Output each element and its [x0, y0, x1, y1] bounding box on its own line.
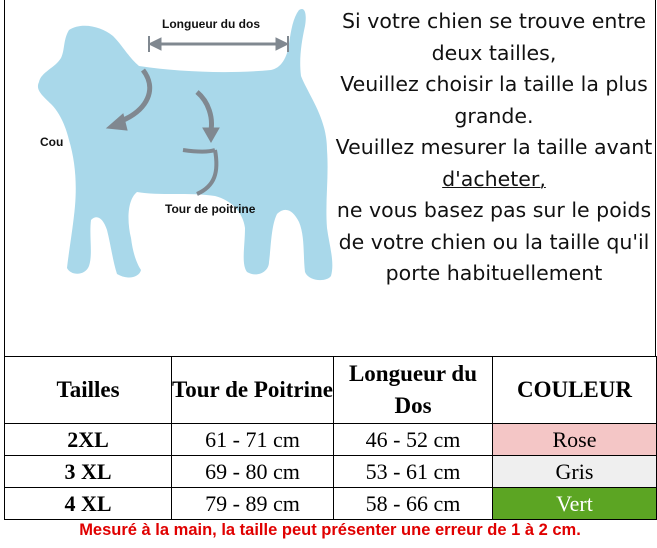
back-cell: 53 - 61 cm: [334, 456, 493, 488]
back-cell: 58 - 66 cm: [334, 488, 493, 520]
header-chest: Tour de Poitrine: [172, 357, 334, 424]
neck-label: Cou: [40, 135, 64, 149]
dog-illustration: [9, 0, 341, 300]
illustration-panel: [4, 0, 656, 356]
size-cell: 3 XL: [5, 456, 172, 488]
header-color: COULEUR: [493, 357, 657, 424]
advice-line: grande.: [454, 103, 534, 128]
advice-line: ne vous basez pas sur le poids: [336, 198, 652, 222]
advice-line: Si votre chien se trouve entre: [342, 9, 646, 33]
advice-underlined-text: d'acheter,: [442, 166, 546, 191]
advice-line: Veuillez choisir la taille la plus: [340, 72, 648, 96]
back-cell: 46 - 52 cm: [334, 424, 493, 456]
table-row: [5, 456, 657, 488]
header-back: Longueur du Dos: [334, 357, 493, 424]
header-sizes: Tailles: [5, 357, 172, 424]
size-cell: 4 XL: [5, 488, 172, 520]
size-cell: 2XL: [5, 424, 172, 456]
sizing-advice: [335, 6, 653, 290]
advice-line: Veuillez mesurer la taille avant: [335, 135, 653, 159]
color-cell: Gris: [493, 456, 657, 488]
chest-cell: 61 - 71 cm: [172, 424, 334, 456]
measurement-disclaimer: Mesuré à la main, la taille peut présenter une erreur de 1 à 2 cm.: [79, 521, 581, 539]
chest-cell: 69 - 80 cm: [172, 456, 334, 488]
size-table: [4, 356, 657, 520]
advice-line: [335, 164, 653, 196]
table-row: [5, 488, 657, 520]
chest-label: Tour de poitrine: [165, 202, 256, 216]
advice-line: porte habituellement: [385, 261, 603, 285]
size-guide: [4, 0, 656, 548]
table-header-row: [5, 357, 657, 424]
table-row: [5, 424, 657, 456]
back-length-arrow: [149, 36, 288, 52]
advice-line: deux tailles,: [431, 40, 557, 65]
chest-cell: 79 - 89 cm: [172, 488, 334, 520]
advice-line: de votre chien ou la taille qu'il: [338, 229, 650, 254]
color-cell: Rose: [493, 424, 657, 456]
back-length-label: Longueur du dos: [162, 17, 260, 31]
color-cell: Vert: [493, 488, 657, 520]
